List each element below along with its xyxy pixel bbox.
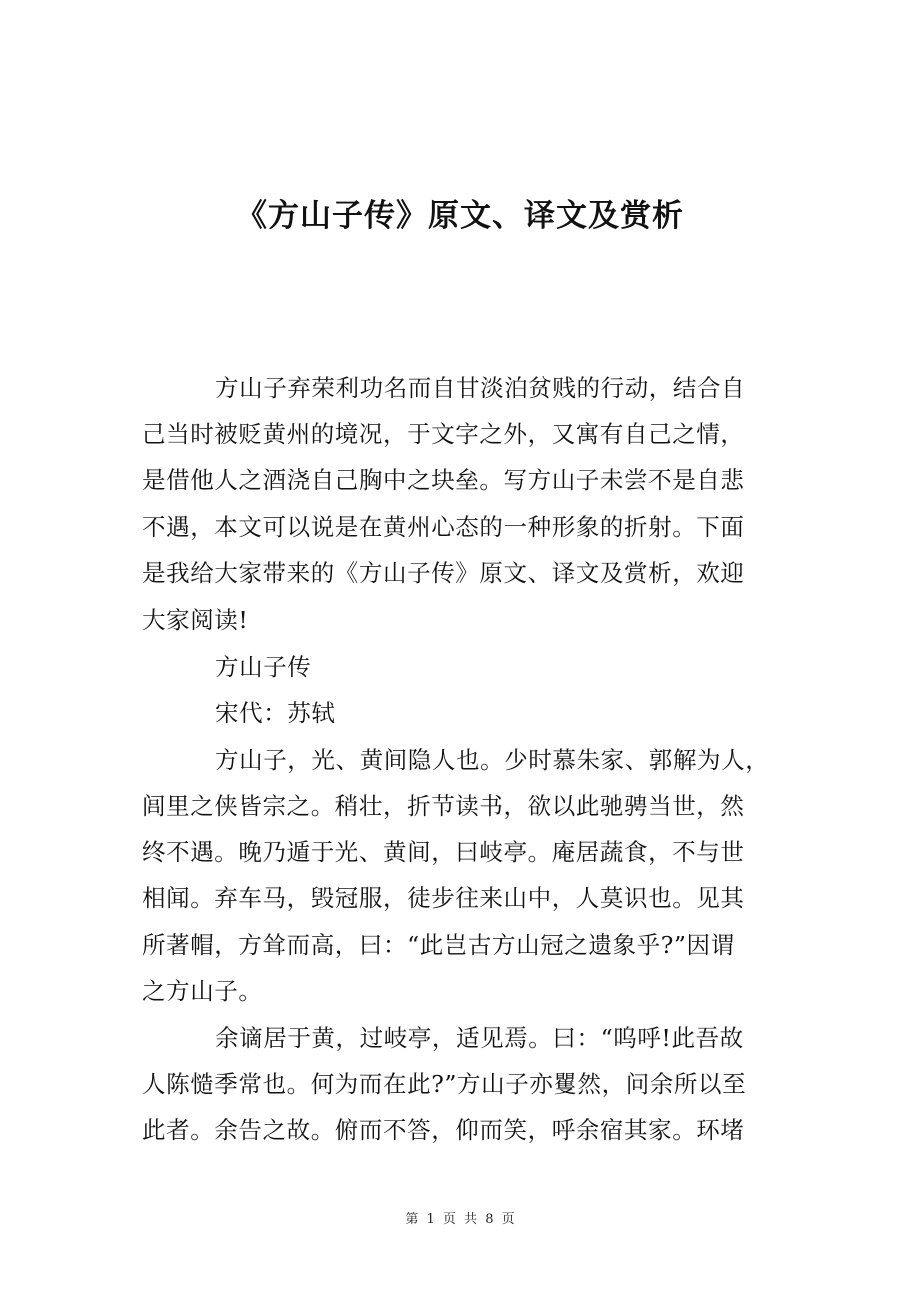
text-line: 人陈慥季常也。何为而在此?”方山子亦矍然，问余所以至 [142, 1070, 747, 1098]
text-line: 闾里之侠皆宗之。稍壮，折节读书，欲以此驰骋当世，然 [142, 792, 745, 820]
text-line: 相闻。弃车马，毁冠服，徒步往来山中，人莫识也。见其 [142, 884, 745, 912]
page-footer: 第 1 页 共 8 页 [405, 1212, 515, 1227]
text-line: 终不遇。晚乃遁于光、黄间，曰岐亭。庵居蔬食，不与世 [142, 838, 745, 866]
text-line: 大家阅读! [142, 606, 249, 634]
text-line: 方山子，光、黄间隐人也。少时慕朱家、郭解为人， [215, 746, 770, 774]
text-line: 是我给大家带来的《方山子传》原文、译文及赏析，欢迎 [142, 559, 745, 587]
text-line: 不遇，本文可以说是在黄州心态的一种形象的折射。下面 [142, 513, 745, 541]
document-title: 《方山子传》原文、译文及赏析 [236, 198, 684, 234]
text-line: 是借他人之酒浇自己胸中之块垒。写方山子未尝不是自悲 [142, 466, 745, 494]
text-line: 己当时被贬黄州的境况，于文字之外，又寓有自己之情， [142, 420, 745, 448]
text-line: 此者。余告之故。俯而不答，仰而笑，呼余宿其家。环堵 [142, 1116, 745, 1144]
author-line: 宋代：苏轼 [215, 699, 336, 727]
text-line: 余谪居于黄，过岐亭，适见焉。曰：“呜呼!此吾故 [215, 1024, 744, 1052]
text-line: 方山子弃荣利功名而自甘淡泊贫贱的行动，结合自 [215, 374, 746, 402]
text-line: 之方山子。 [142, 977, 263, 1005]
text-line: 所著帽，方耸而高，曰：“此岂古方山冠之遗象乎?”因谓 [142, 931, 735, 959]
section-heading: 方山子传 [215, 653, 312, 681]
